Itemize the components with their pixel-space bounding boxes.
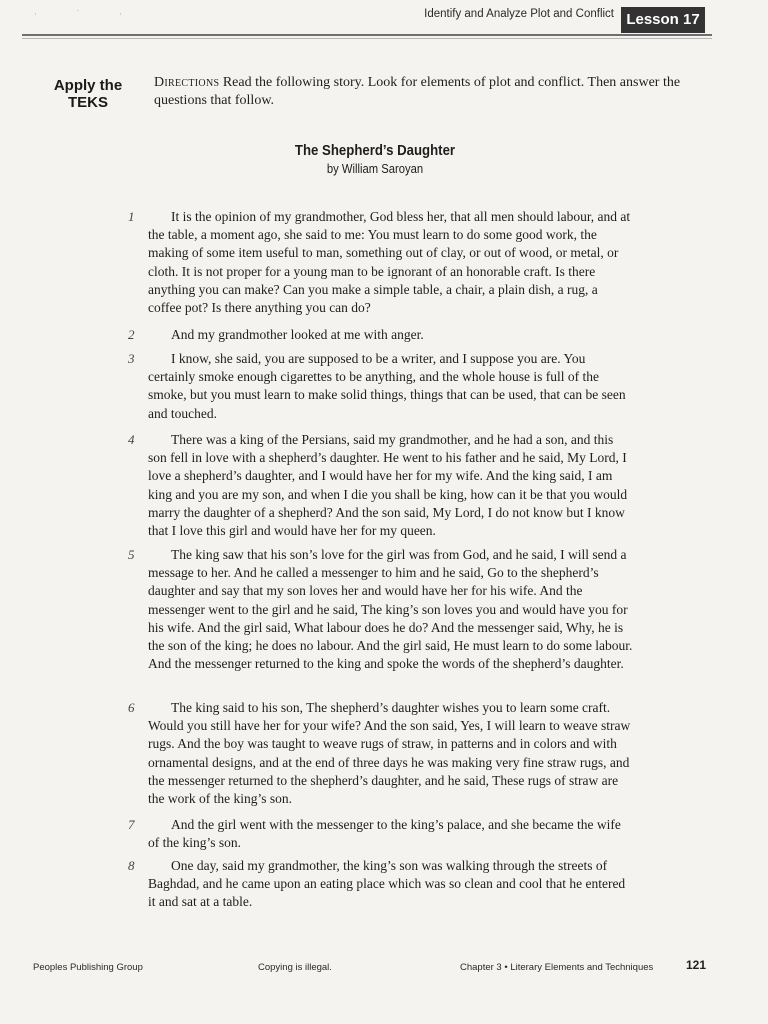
directions-lead: Directions: [154, 75, 220, 90]
header-rule: [22, 34, 712, 36]
paragraph-1: It is the opinion of my grandmother, God bless her, that all men should labour, and at the table, a moment ago, she said to me: You must learn to do some good work, the making of some item useful to man, something out of clay, or out of wood, or metal, or cloth. It is not proper for a young man to be ignorant of an honorable craft. Is there anything you can make? Can you make a simple table, a chair, a plain dish, a rug, a coffee pot? Is there anything you can do?: [148, 209, 631, 316]
paragraph-8: One day, said my grandmother, the king’s son was walking through the streets of Baghdad, and he came upon an eating place which was so clean and cool that he entered it and sat at a table.: [148, 858, 626, 910]
paragraph-number: 3: [128, 351, 135, 366]
paragraph-number: 4: [128, 432, 135, 447]
paragraph-7: And the girl went with the messenger to the king’s palace, and she became the wife of the king’s son.: [148, 817, 621, 851]
story-author: by William Saroyan: [326, 162, 424, 176]
paragraph-number: 7: [128, 817, 135, 832]
apply-line-2: TEKS: [67, 94, 108, 111]
paragraph-number: 5: [128, 547, 135, 562]
header-rule-thin: [22, 38, 712, 39]
paragraph-2: And my grandmother looked at me with anger.: [171, 327, 424, 342]
page-number: 121: [686, 958, 707, 972]
paragraph-number: 6: [128, 700, 135, 715]
paragraph-number: 1: [128, 209, 135, 224]
scan-specks: · ˙ ·: [34, 10, 140, 20]
footer-chapter: Chapter 3 • Literary Elements and Techniques: [460, 962, 654, 973]
apply-teks-label: [42, 77, 134, 111]
directions-text: Read the following story. Look for elements of plot and conflict. Then answer the questions that follow.: [154, 75, 681, 108]
paragraph-number: 8: [128, 858, 135, 873]
paragraph-number: 2: [128, 327, 135, 342]
paragraph-4: There was a king of the Persians, said my grandmother, and he had a son, and this son fell in love with a shepherd’s daughter. He went to his father and he said, My Lord, I love a shepherd’s daughter, and I would have her for my wife. And the king said, I am king and you are my son, and when I die you shall be king, how can it be that you would marry the daughter of a shepherd? And the son said, My Lord, I do not know but I know that I love this girl and would have her for my queen.: [148, 432, 628, 539]
apply-line-1: Apply the: [53, 77, 123, 94]
header-title: Identify and Analyze Plot and Conflict: [424, 8, 614, 20]
footer-publisher: Peoples Publishing Group: [33, 962, 143, 973]
directions: [154, 74, 714, 110]
story-title: The Shepherd’s Daughter: [294, 142, 456, 159]
footer-copyright: Copying is illegal.: [258, 962, 332, 973]
paragraph-3: I know, she said, you are supposed to be a writer, and I suppose you are. You certainly smoke enough cigarettes to be anything, and the whole house is full of the smoke, but you must learn to make solid things, things that can be used, that can be seen and touched.: [148, 351, 626, 421]
paragraph-6: The king said to his son, The shepherd’s daughter wishes you to learn some craft. Would you still have her for your wife? And the son said, Yes, I will learn to weave straw rugs. And the boy was taught to weave rugs of straw, in patterns and in colors and with ornamental designs, and at the end of three days he was making very fine straw rugs, and the messenger returned to the shepherd’s daughter, and he said, These rugs of straw are the work of the king’s son.: [148, 700, 631, 807]
lesson-badge: Lesson 17: [621, 7, 705, 33]
paragraph-5: The king saw that his son’s love for the girl was from God, and he said, I will send a message to her. And he called a messenger to him and he said, Go to the shepherd’s daughter and say that my son loves her and would have her for his wife. And the messenger went to the girl and he said, The king’s son loves you and would have you for his wife. And the girl said, What labour does he do? And the messenger said, Why, he is the son of the king; he does no labour. And the girl said, He must learn to do some labour. And the messenger returned to the king and spoke the words of the shepherd’s daughter.: [148, 547, 633, 672]
